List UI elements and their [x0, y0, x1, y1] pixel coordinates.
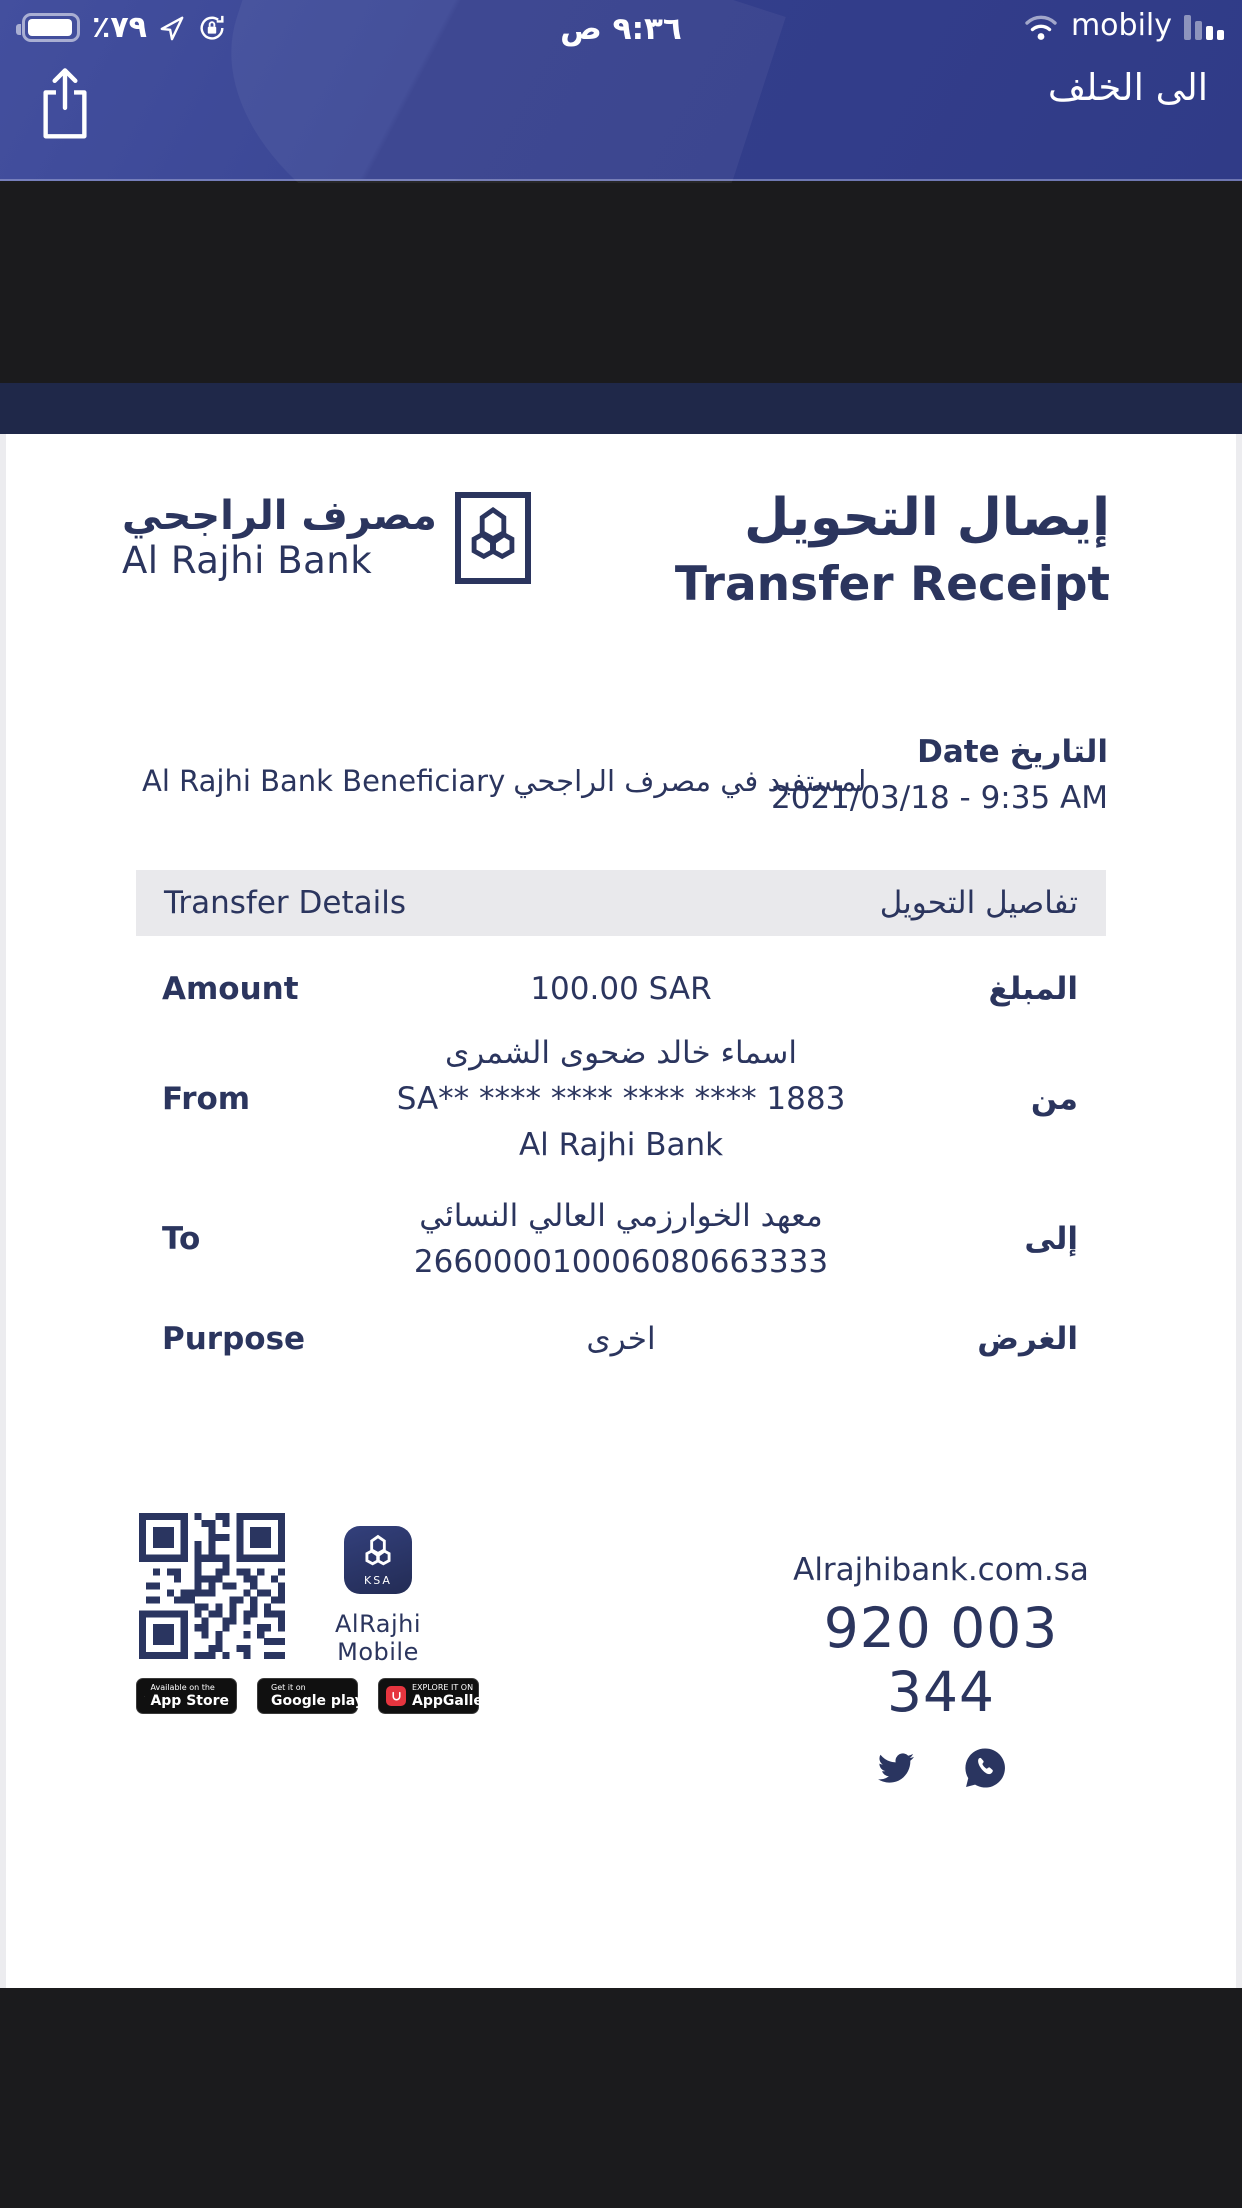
- transfer-receipt: [0, 434, 1242, 1988]
- amount-label-en: Amount: [162, 971, 299, 1007]
- clock: ٩:٣٦ ص: [560, 11, 682, 47]
- purpose-value: اخرى: [586, 1321, 656, 1357]
- status-left-cluster: [22, 10, 227, 45]
- beneficiary-name: معهد الخوارزمي العالي النسائي: [419, 1198, 823, 1234]
- whatsapp-button[interactable]: [963, 1746, 1007, 1794]
- to-row: [136, 1186, 1106, 1292]
- app-palm-icon: [361, 1534, 395, 1572]
- purpose-row: [136, 1306, 1106, 1372]
- receipt-title: [675, 486, 1110, 614]
- bank-logo: [122, 492, 531, 584]
- bank-name-arabic: مصرف الراجحي: [122, 493, 437, 539]
- phone-number: 920 003 344: [823, 1596, 1059, 1724]
- navy-accent-band: [0, 383, 1242, 434]
- twitter-button[interactable]: [875, 1750, 917, 1790]
- receipt-title-english: Transfer Receipt: [674, 557, 1110, 612]
- appgallery-badge[interactable]: EXPLORE IT ON AppGallery: [378, 1678, 479, 1714]
- from-label-en: From: [162, 1081, 251, 1117]
- top-black-band: [0, 183, 1242, 383]
- contact-block: [766, 1552, 1116, 1794]
- purpose-label-ar: الغرض: [977, 1321, 1078, 1357]
- bank-emblem-icon: [455, 492, 531, 584]
- sender-name: اسماء خالد ضحوى الشمرى: [444, 1035, 798, 1071]
- from-row: [136, 1026, 1106, 1172]
- qr-code: [139, 1513, 285, 1659]
- details-header-english: Transfer Details: [164, 885, 406, 921]
- from-label-ar: من: [1030, 1081, 1078, 1117]
- from-value: [351, 1030, 891, 1168]
- date-label: التاريخDate: [917, 734, 1108, 770]
- transfer-details-header: [136, 870, 1106, 936]
- app-icon-ksa-label: KSA: [364, 1573, 392, 1587]
- cell-signal-icon: [1184, 12, 1224, 42]
- orientation-lock-icon: [197, 13, 227, 43]
- battery-icon: [22, 13, 80, 42]
- amount-row: [136, 956, 1106, 1022]
- share-button[interactable]: [32, 64, 98, 144]
- location-arrow-icon: [159, 15, 185, 41]
- receipt-title-arabic: إيصال التحويل: [744, 488, 1110, 548]
- beneficiary-account: 266000010006080663333: [413, 1244, 829, 1280]
- alrajhi-mobile-app-icon: [344, 1526, 412, 1594]
- wifi-icon: [1023, 12, 1059, 42]
- app-store-badge[interactable]: Available on the App Store: [136, 1678, 237, 1714]
- battery-percent: ٪٧٩: [92, 10, 147, 45]
- sender-iban: SA** **** **** **** **** 1883: [396, 1081, 846, 1117]
- bank-name-english: Al Rajhi Bank: [122, 539, 373, 582]
- to-value: [351, 1193, 891, 1285]
- appgallery-icon: [386, 1686, 406, 1706]
- bottom-black-band: [0, 1988, 1242, 2208]
- to-label-ar: إلى: [1024, 1221, 1078, 1257]
- nav-bar: [0, 52, 1242, 180]
- status-bar: [0, 0, 1242, 52]
- app-name-label: AlRajhi Mobile: [335, 1610, 421, 1666]
- back-button[interactable]: الى الخلف: [1047, 66, 1208, 109]
- details-header-arabic: تفاصيل التحويل: [879, 885, 1078, 921]
- website-label: Alrajhibank.com.sa: [793, 1552, 1089, 1588]
- social-icons: [766, 1746, 1116, 1794]
- carrier-label: mobily: [1070, 8, 1172, 43]
- purpose-label-en: Purpose: [162, 1321, 306, 1357]
- google-play-badge[interactable]: Get it on Google play: [257, 1678, 358, 1714]
- date-value: 2021/03/18 - 9:35 AM: [771, 780, 1108, 816]
- sender-bank: Al Rajhi Bank: [518, 1127, 724, 1163]
- store-badges: [136, 1678, 499, 1714]
- amount-label-ar: المبلغ: [988, 971, 1078, 1007]
- to-label-en: To: [162, 1221, 201, 1257]
- app-header: [0, 0, 1242, 181]
- beneficiary-note: لمستفيد في مصرف الراجحيAl Rajhi Bank Beneficiary: [142, 764, 867, 798]
- status-right-cluster: [1023, 10, 1224, 42]
- amount-value: 100.00 SAR: [530, 971, 712, 1007]
